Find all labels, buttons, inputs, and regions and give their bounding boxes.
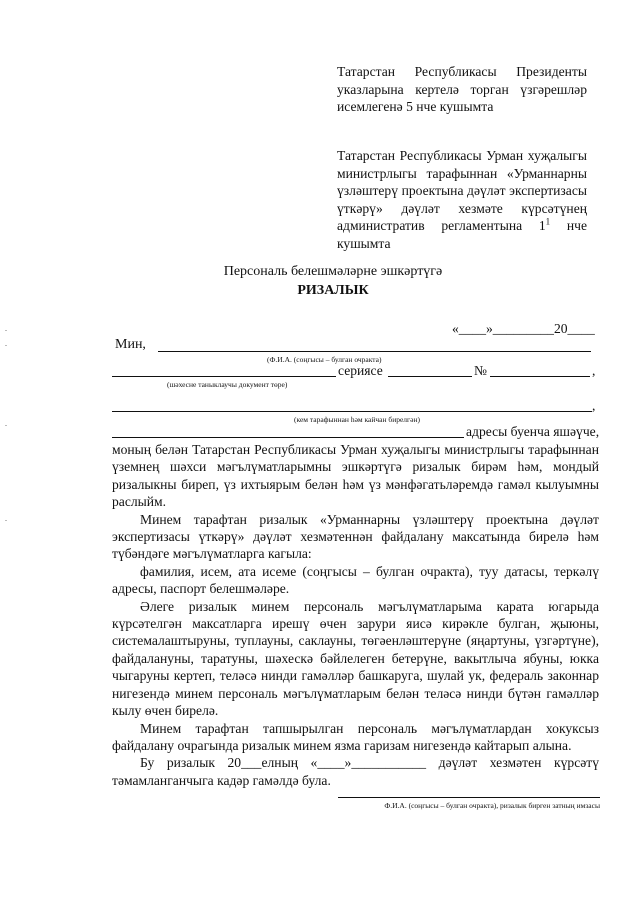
consent-paragraph-3: фамилия, исем, ата исеме (соңгысы – булган очракта), туу датасы, теркәлү адресы, паспорт белешмәләре.	[112, 563, 599, 597]
issued-by-field[interactable]	[112, 411, 592, 412]
document-title: Персональ белешмәләрне эшкәртүгә	[223, 264, 443, 279]
consent-body	[112, 441, 599, 789]
document-type-caption: (шәхесне таныклаучы документ төре)	[167, 380, 288, 389]
number-label: №	[474, 363, 487, 378]
consent-paragraph-1: моның белән Татарстан Республикасы Урман хуҗалыгы министрлыгы тарафыннан үземнең шәхси мәгълүматларымны эшкәртүгә ризалык бирәм һәм, мондый ризалыкны биреп, үз ихтыярым белән һәм үз мәнфәгатьләремдә гамәл кылуымны раслыйм.	[112, 442, 599, 510]
fio-field[interactable]	[158, 351, 591, 352]
document-type-field[interactable]	[112, 376, 336, 377]
annex-note-2-superscript: 1	[545, 216, 551, 227]
consent-paragraph-4: Әлеге ризалык минем персональ мәгълүматларыма карата югарыда күрсәтелгән максатларга ирешү өчен зарури яисә кирәкле булган, җыюны, системалаштыруны, туплауны, саклауны, төгәенләштерүне (яңартуны, үзгәртүне), файдалануны, таратуны, шәхескә бәйлелеген бетерүне, вакытлыча ябуны, юкка чыгаруны кертеп, теләсә нинди гамәлләр башкаруга, шулай ук, федераль законнар нигезендә минем персональ мәгълүматларым белән теләсә нинди бүтән гамәлләр кылу өчен бирелә.	[112, 598, 599, 719]
series-field[interactable]	[388, 376, 472, 377]
series-label: сериясе	[338, 363, 383, 378]
binding-mark	[5, 345, 7, 346]
annex-note-2-suffix: нче кушымта	[337, 218, 587, 251]
annex-note-2-text: Татарстан Республикасы Урман хуҗалыгы министрлыгы тарафыннан «Урманнарны үзләштерү проектына дәүләт экспертизасы үткәрү» дәүләт хезмәте күрсәтүнең административ регламентына 1	[337, 148, 587, 233]
min-label: Мин,	[115, 337, 146, 352]
comma-2: ,	[592, 398, 596, 413]
signature-field[interactable]	[338, 797, 600, 798]
consent-paragraph-5: Минем тарафтан тапшырылган персональ мәгълүматлардан хокуксыз файдалану очрагында ризалык минем язма гаризам нигезендә кайтарып алына.	[112, 720, 599, 753]
date-line: «____»_________20____	[452, 321, 595, 336]
document-heading: РИЗАЛЫК	[297, 283, 369, 298]
address-label: адресы буенча яшәүче,	[466, 424, 600, 439]
annex-note-2	[337, 147, 587, 252]
issued-by-caption: (кем тарафыннан һәм кайчан бирелгән)	[294, 415, 420, 424]
signature-caption: Ф.И.А. (соңгысы – булган очракта), ризалык бирген затның имзасы	[384, 801, 600, 810]
binding-mark	[5, 330, 7, 331]
address-field[interactable]	[112, 437, 464, 438]
consent-paragraph-6: Бу ризалык 20___елның «____»___________ дәүләт хезмәтен күрсәтү тәмамланганчыга кадәр гамәлдә була.	[112, 755, 599, 788]
annex-note-1: Татарстан Республикасы Президенты указларына кертелә торган үзгәрешләр исемлегенә 5 нче кушымта	[337, 64, 587, 114]
comma-1: ,	[592, 363, 596, 378]
consent-paragraph-2: Минем тарафтан ризалык «Урманнарны үзләштерү проектына дәүләт экспертизасы үткәрү» дәүләт хезмәтеннән файдалану максатында бирелә һәм түбәндәге мәгълүматларга кагыла:	[112, 511, 599, 562]
fio-caption: (Ф.И.А. (соңгысы – булган очракта)	[267, 355, 382, 364]
number-field[interactable]	[490, 376, 590, 377]
binding-mark	[5, 425, 7, 426]
binding-mark	[5, 520, 7, 521]
